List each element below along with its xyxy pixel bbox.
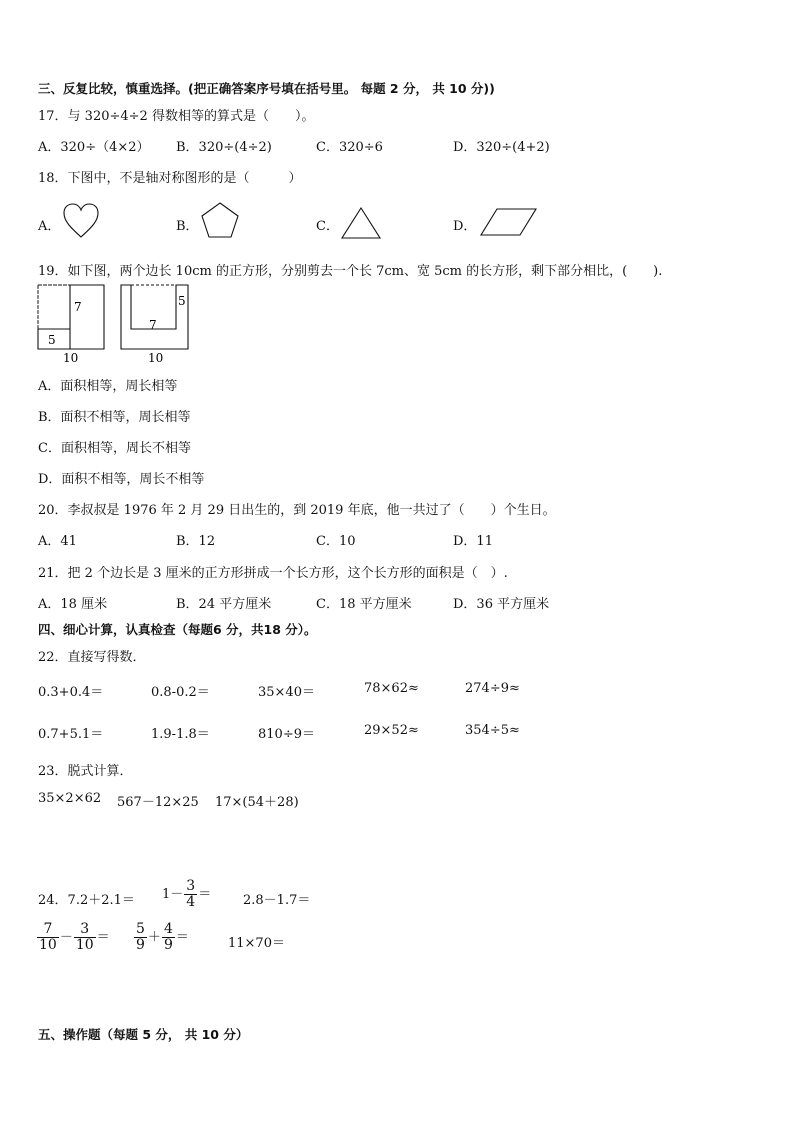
q20-option-a: A．41 <box>38 534 77 549</box>
q23-stem: 23．脱式计算． <box>38 764 133 779</box>
q19-figure-left <box>38 285 104 365</box>
q19-option-b: B．面积不相等，周长相等 <box>38 410 191 425</box>
q21-option-c: C．18 平方厘米 <box>316 597 412 612</box>
q22-r1-c4: 78×62≈ <box>364 681 419 696</box>
q22-r2-c5: 354÷5≈ <box>465 723 520 738</box>
fig2-label-7: 7 <box>149 318 157 332</box>
q20-option-c: C．10 <box>316 534 356 549</box>
section-5-title: 五、操作题（每题 5 分， 共 10 分） <box>38 1027 249 1042</box>
q24-item-f: 11×70＝ <box>228 936 285 951</box>
fig2-label-5: 5 <box>178 294 186 308</box>
q22-r2-c3: 810÷9＝ <box>258 727 315 742</box>
pentagon-icon <box>200 201 240 239</box>
q24-item-a: 24．7.2＋2.1＝ <box>38 893 135 908</box>
q20-option-b: B．12 <box>176 534 216 549</box>
parallelogram-icon <box>480 207 538 237</box>
q19-stem: 19．如下图，两个边长 10cm 的正方形，分别剪去一个长 7cm、宽 5cm 的长方形，剩下部分相比，( ). <box>38 264 663 279</box>
q17-option-d: D．320÷(4+2) <box>453 140 550 155</box>
triangle-icon <box>340 206 382 240</box>
q17-option-c: C．320÷6 <box>316 140 383 155</box>
q17-stem: 17．与 320÷4÷2 得数相等的算式是（ ）。 <box>38 109 315 124</box>
q21-option-d: D．36 平方厘米 <box>453 597 550 612</box>
q19-option-c: C．面积相等，周长不相等 <box>38 441 191 456</box>
q22-r1-c3: 35×40＝ <box>258 685 315 700</box>
fig1-label-5: 5 <box>48 333 56 347</box>
q18-option-a: A． <box>38 219 61 234</box>
q24-item-b: 1－ $\frac{3}{4}$ ＝ <box>162 878 212 910</box>
q20-stem: 20．李叔叔是 1976 年 2 月 29 日出生的，到 2019 年底，他一共过了（ ）个生日。 <box>38 503 556 518</box>
q19-figure-right <box>121 285 188 365</box>
q19-option-a: A．面积相等，周长相等 <box>38 379 178 394</box>
q19-option-d: D．面积不相等，周长不相等 <box>38 472 205 487</box>
q23-item-2: 567－12×25 <box>117 795 199 810</box>
q18-option-d: D． <box>453 219 477 234</box>
q22-stem: 22．直接写得数． <box>38 650 146 665</box>
q18-stem: 18．下图中，不是轴对称图形的是（ ） <box>38 171 302 186</box>
q22-r2-c1: 0.7+5.1＝ <box>38 727 104 742</box>
q17-option-a: A．320÷（4×2） <box>38 140 150 155</box>
q22-r1-c2: 0.8-0.2＝ <box>151 685 210 700</box>
q19-figure <box>36 283 196 365</box>
q22-r1-c1: 0.3+0.4＝ <box>38 685 104 700</box>
q24-item-d: $\frac{7}{10}$ － $\frac{3}{10}$ ＝ <box>39 921 110 953</box>
q23-item-3: 17×(54＋28) <box>215 795 299 810</box>
q22-r2-c4: 29×52≈ <box>364 723 419 738</box>
q22-r1-c5: 274÷9≈ <box>465 681 520 696</box>
q21-option-b: B．24 平方厘米 <box>176 597 272 612</box>
q24-item-c: 2.8－1.7＝ <box>243 893 311 908</box>
fig2-label-10: 10 <box>148 351 164 365</box>
q21-option-a: A．18 厘米 <box>38 597 108 612</box>
q23-item-1: 35×2×62 <box>38 791 102 806</box>
q20-option-d: D．11 <box>453 534 493 549</box>
q21-stem: 21．把 2 个边长是 3 厘米的正方形拼成一个长方形，这个长方形的面积是（ ）. <box>38 566 508 581</box>
q17-option-b: B．320÷(4÷2) <box>176 140 272 155</box>
fig1-label-10: 10 <box>63 351 79 365</box>
heart-icon <box>62 203 100 239</box>
section-4-title: 四、细心计算，认真检查（每题6 分，共18 分）。 <box>38 622 317 637</box>
fig1-label-7: 7 <box>74 300 82 314</box>
q18-option-c: C． <box>316 219 339 234</box>
q24-item-e: $\frac{5}{9}$ ＋ $\frac{4}{9}$ ＝ <box>136 921 189 953</box>
q18-option-b: B． <box>176 219 199 234</box>
q22-r2-c2: 1.9-1.8＝ <box>151 727 210 742</box>
section-3-title: 三、反复比较，慎重选择。(把正确答案序号填在括号里。 每题 2 分， 共 10 分)) <box>38 81 495 96</box>
